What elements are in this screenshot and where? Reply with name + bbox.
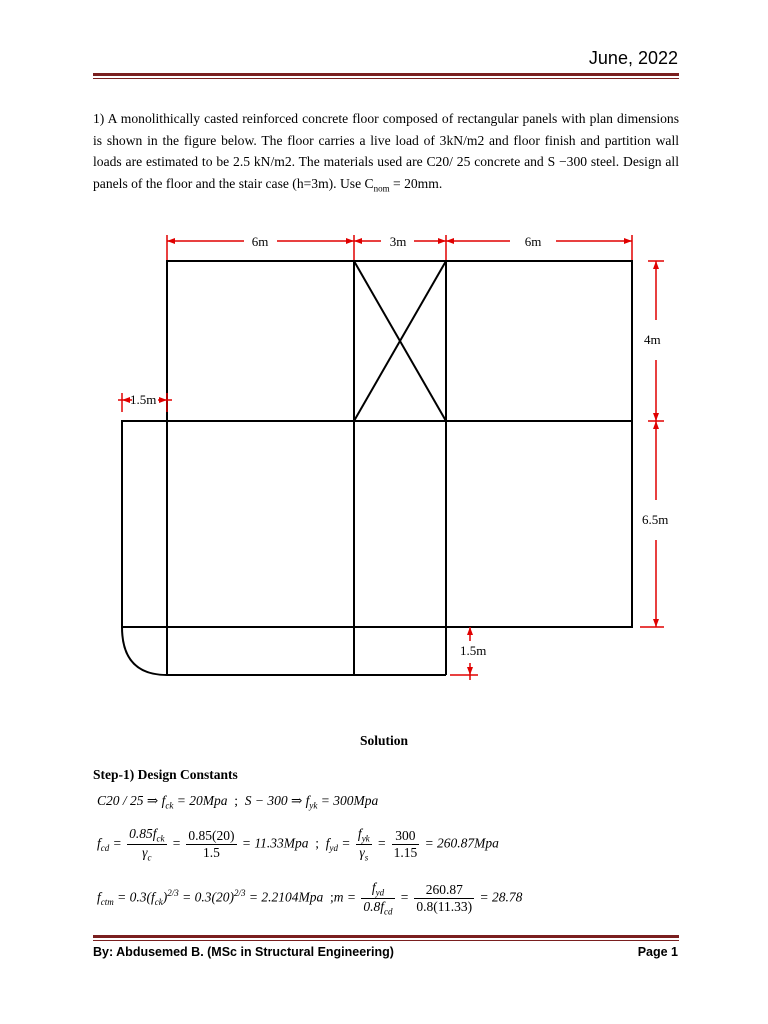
eq3-fctm-sub: ctm xyxy=(100,896,114,907)
footer-page-number: Page 1 xyxy=(637,945,678,959)
dim-right-lower-label: 6.5m xyxy=(642,512,669,527)
footer-rule-thick xyxy=(93,935,679,938)
dimension-lines xyxy=(118,235,664,680)
equation-fctm-m: $f_{ctm} = 0.3(f_{ck})^{2/3} = 0.3(20)^{2/3} = 2.2104Mpa$ ;m = $\frac{f_{yd}}{0.8f_{cd}}$ = $\frac{260.87}{0.8(11.33)}$ = 28.78 xyxy=(97,880,523,917)
eq3-m-result: = 28.78 xyxy=(479,889,523,905)
problem-text-end: = 20mm. xyxy=(389,175,443,191)
eq2-fcd-sub: cd xyxy=(100,842,110,853)
problem-text: 1) A monolithically casted reinforced concrete floor composed of rectangular panels with plan dimensions is shown in the figure below. The floor carries a live load of 3kN/m2 and floor finish and partition wall loads are estimated to be 2.5 kN/m2. The materials used are C20/ 25 concrete and S −300 steel. Design all panels of the floor and the stair case (h=3m). Use C xyxy=(93,111,679,191)
solution-title: Solution xyxy=(359,733,409,748)
eq2-frac-2: $\frac{0.85(20)}{1.5}$ xyxy=(188,827,235,860)
equation-constants: C20 / 25 ⇒ $f_{ck} = 20Mpa$ ; S − 300 ⇒ $f_{yk} = 300Mpa$ xyxy=(97,793,379,811)
eq1-fck-sub: ck xyxy=(165,800,174,811)
footer-author: By: Abdusemed B. (MSc in Structural Engineering) xyxy=(93,945,394,959)
eq1-fyk-sub: yk xyxy=(309,800,318,811)
dim-left-label: 1.5m xyxy=(130,392,157,407)
eq1-fyk-value: = 300Mpa xyxy=(320,793,379,808)
eq3-frac-2: $\frac{260.87}{0.8(11.33)}$ xyxy=(416,881,473,914)
footer-rule-thin xyxy=(93,940,679,941)
eq2-frac-4: $\frac{300}{1.15}$ xyxy=(393,827,418,860)
panel-top-right xyxy=(446,261,632,421)
eq1-fck-value: = 20Mpa xyxy=(176,793,228,808)
eq1-steel: S − 300 xyxy=(244,793,288,808)
eq3-result: = 2.2104Mpa xyxy=(248,889,324,905)
equation-design-strengths: $f_{cd}$ = $\frac{0.85f_{ck}}{\gamma_c}$ = $\frac{0.85(20)}{1.5}$ = 11.33Mpa ; $f_{yd}$ = $\frac{f_{yk}}{\gamma_s}$ = $\frac{300}{1.15}$ = 260.87Mpa xyxy=(97,826,499,863)
panel-mid-c xyxy=(446,421,632,627)
panel-mid-a xyxy=(167,421,354,627)
dimension-arrows xyxy=(122,238,659,675)
dim-right-upper-label: 4m xyxy=(644,332,661,347)
panel-top-left xyxy=(167,261,354,421)
eq1-concrete: C20 / 25 xyxy=(97,793,144,808)
problem-text-sub: nom xyxy=(373,183,390,194)
panel-mid-left xyxy=(122,421,167,627)
eq2-result-2: = 260.87Mpa xyxy=(424,835,499,851)
eq2-result-1: = 11.33Mpa xyxy=(241,835,309,851)
plan-lines xyxy=(122,261,632,675)
panel-bottom-curved xyxy=(122,627,167,675)
eq3-frac-1: $\frac{f_{yd}}{0.8f_{cd}}$ xyxy=(363,880,393,917)
eq2-fyd-sub: yd xyxy=(329,842,339,853)
dim-top-right-label: 6m xyxy=(524,234,542,249)
step1-title: Step-1) Design Constants xyxy=(93,767,238,782)
dim-top-left-label: 6m xyxy=(251,234,269,249)
header-date: June, 2022 xyxy=(588,48,678,68)
eq2-frac-1: $\frac{0.85f_{ck}}{\gamma_c}$ xyxy=(129,826,165,863)
panel-mid-b xyxy=(354,421,446,627)
eq2-frac-3: $\frac{f_{yk}}{\gamma_s}$ xyxy=(357,826,370,863)
dim-bottom-label: 1.5m xyxy=(460,643,487,658)
dim-top-mid-label: 3m xyxy=(389,234,407,249)
